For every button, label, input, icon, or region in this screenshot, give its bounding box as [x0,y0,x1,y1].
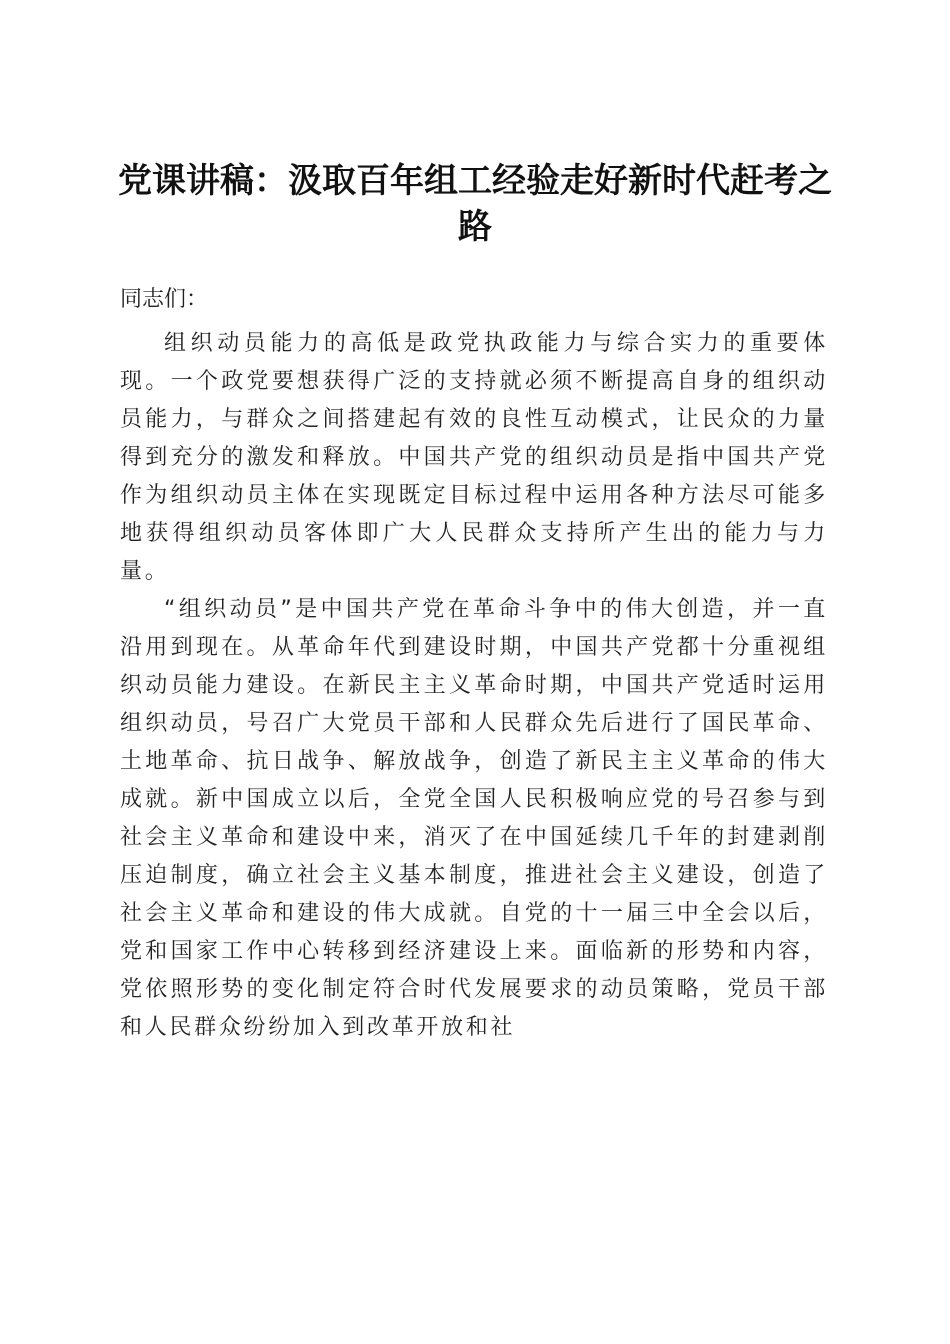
document-body [120,325,828,1047]
salutation: 同志们： [120,287,209,312]
document-title: 党课讲稿：汲取百年组工经验走好新时代赶考之路 [118,160,832,247]
paragraph: 组织动员能力的高低是政党执政能力与综合实力的重要体现。一个政党要想获得广泛的支持就必须不断提高自身的组织动员能力，与群众之间搭建起有效的良性互动模式，让民众的力量得到充分的激发和释放。中国共产党的组织动员是指中国共产党作为组织动员主体在实现既定目标过程中运用各种方法尽可能多地获得组织动员客体即广大人民群众支持所产生出的能力与力量。 [120,331,828,584]
paragraph: “组织动员”是中国共产党在革命斗争中的伟大创造，并一直沿用到现在。从革命年代到建设时期，中国共产党都十分重视组织动员能力建设。在新民主主义革命时期，中国共产党适时运用组织动员，号召广大党员干部和人民群众先后进行了国民革命、土地革命、抗日战争、解放战争，创造了新民主主义革命的伟大成就。新中国成立以后，全党全国人民积极响应党的号召参与到社会主义革命和建设中来，消灭了在中国延续几千年的封建剥削压迫制度，确立社会主义基本制度，推进社会主义建设，创造了社会主义革命和建设的伟大成就。自党的十一届三中全会以后，党和国家工作中心转移到经济建设上来。面临新的形势和内容，党依照形势的变化制定符合时代发展要求的动员策略，党员干部和人民群众纷纷加入到改革开放和社 [120,597,828,1040]
